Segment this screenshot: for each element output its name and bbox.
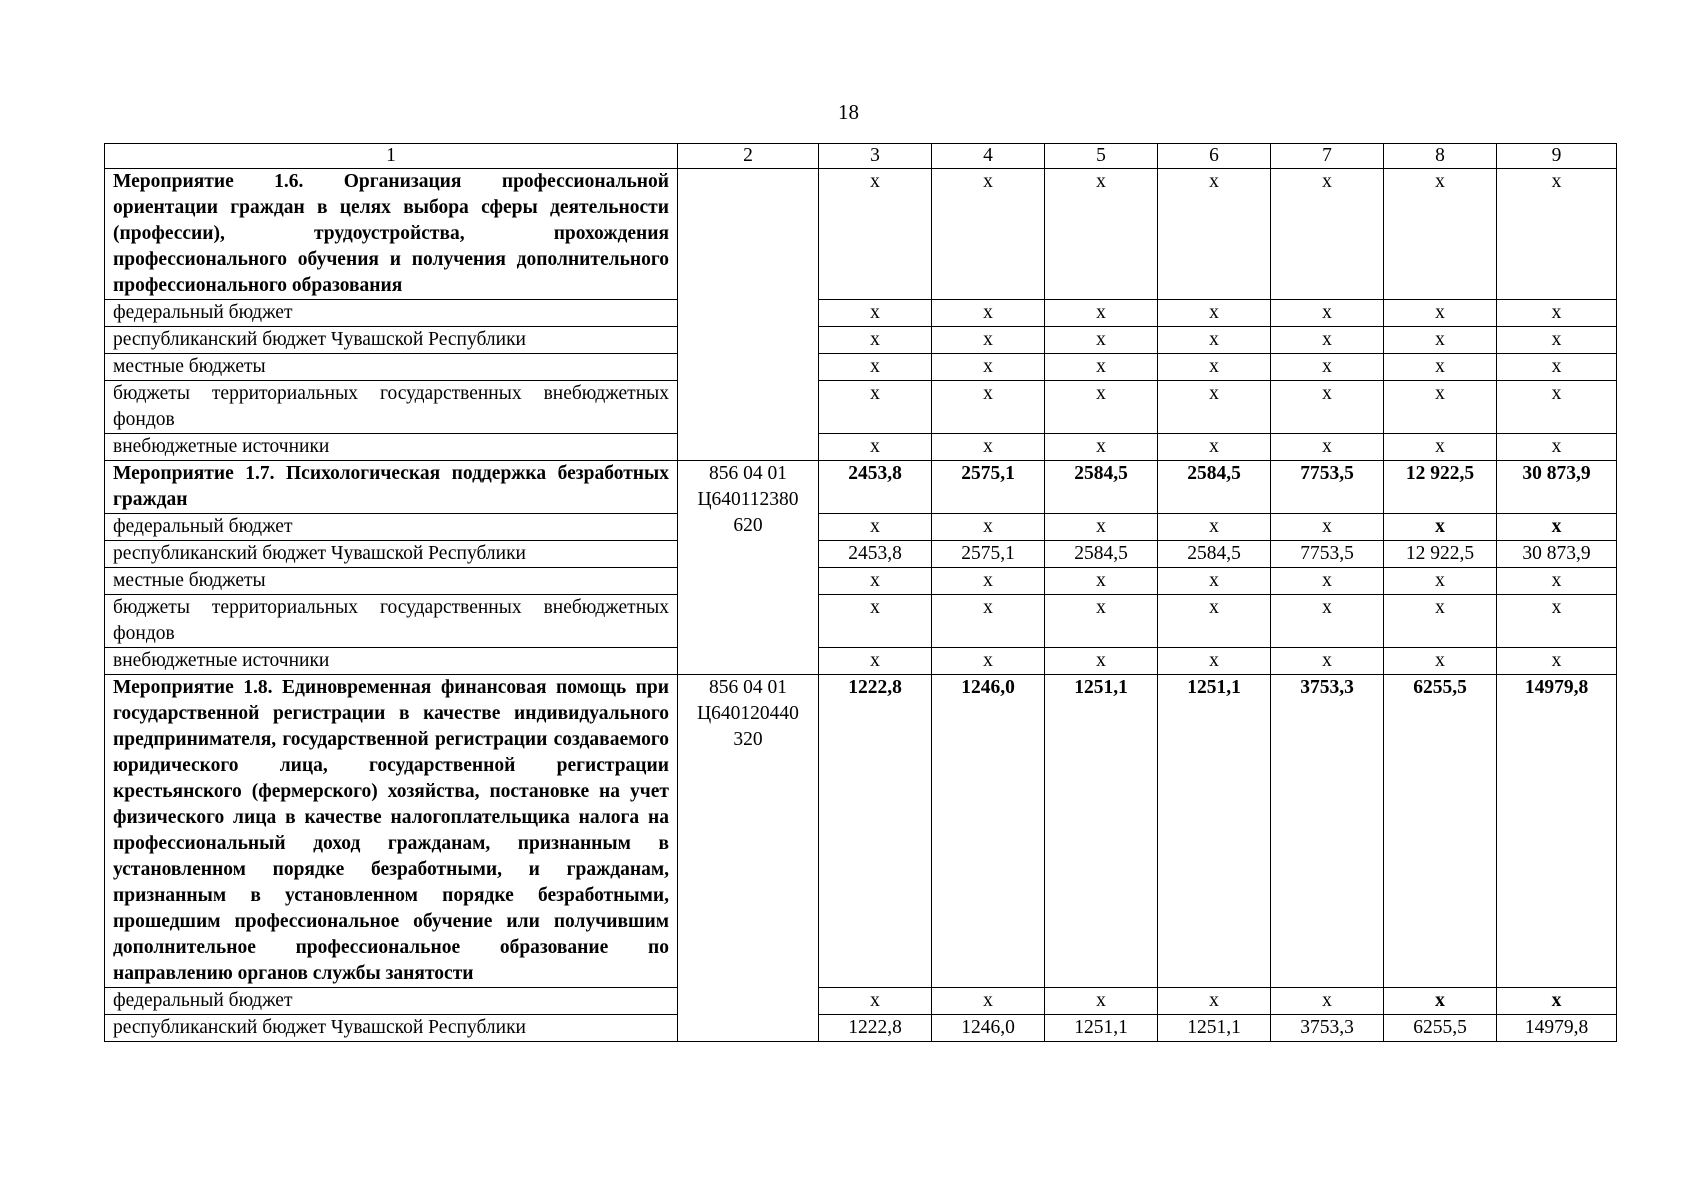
value-cell: х: [932, 648, 1045, 675]
value-cell: х: [1497, 327, 1617, 354]
value-cell: х: [1497, 434, 1617, 461]
value-cell: 2453,8: [819, 541, 932, 568]
source-row: [105, 327, 1617, 354]
value-cell: х: [1045, 595, 1158, 648]
value-cell: 6255,5: [1384, 1015, 1497, 1042]
value-cell: х: [1271, 169, 1384, 300]
column-number: 7: [1271, 144, 1384, 169]
measure-row: [105, 169, 1617, 300]
budget-code-line: Ц640120440: [697, 703, 799, 724]
value-cell: х: [1158, 595, 1271, 648]
value-cell: х: [1497, 595, 1617, 648]
value-cell: 2584,5: [1158, 541, 1271, 568]
value-cell: х: [1384, 514, 1497, 541]
value-cell: х: [1271, 595, 1384, 648]
source-row: [105, 541, 1617, 568]
value-cell: 14979,8: [1497, 675, 1617, 988]
value-cell: 1251,1: [1158, 1015, 1271, 1042]
value-cell: 2453,8: [819, 461, 932, 514]
column-number: 2: [678, 144, 819, 169]
value-cell: х: [1158, 988, 1271, 1015]
value-cell: х: [819, 381, 932, 434]
source-row: [105, 1015, 1617, 1042]
value-cell: 2575,1: [932, 541, 1045, 568]
value-cell: х: [1384, 648, 1497, 675]
source-row: [105, 381, 1617, 434]
value-cell: х: [932, 514, 1045, 541]
source-label: внебюджетные источники: [105, 434, 678, 461]
source-label: внебюджетные источники: [105, 648, 678, 675]
source-label: бюджеты территориальных государственных внебюджетных фондов: [105, 381, 678, 434]
value-cell: х: [932, 381, 1045, 434]
value-cell: 1251,1: [1045, 675, 1158, 988]
value-cell: 7753,5: [1271, 461, 1384, 514]
column-number: 9: [1497, 144, 1617, 169]
value-cell: х: [819, 568, 932, 595]
budget-code: [678, 169, 819, 461]
column-number: 1: [105, 144, 678, 169]
value-cell: х: [1497, 169, 1617, 300]
value-cell: 1246,0: [932, 1015, 1045, 1042]
value-cell: х: [1045, 988, 1158, 1015]
source-label: федеральный бюджет: [105, 514, 678, 541]
source-row: [105, 514, 1617, 541]
value-cell: х: [1497, 354, 1617, 381]
value-cell: х: [819, 327, 932, 354]
value-cell: х: [1158, 381, 1271, 434]
value-cell: х: [932, 568, 1045, 595]
budget-code: [678, 675, 819, 1042]
column-number: 8: [1384, 144, 1497, 169]
value-cell: х: [1158, 354, 1271, 381]
source-row: [105, 988, 1617, 1015]
column-number: 5: [1045, 144, 1158, 169]
value-cell: х: [932, 169, 1045, 300]
budget-code-line: 620: [733, 515, 763, 536]
column-number: 6: [1158, 144, 1271, 169]
value-cell: х: [1045, 434, 1158, 461]
value-cell: х: [932, 988, 1045, 1015]
value-cell: х: [1158, 568, 1271, 595]
source-row: [105, 568, 1617, 595]
value-cell: х: [1384, 169, 1497, 300]
source-label: республиканский бюджет Чувашской Республики: [105, 541, 678, 568]
value-cell: х: [819, 595, 932, 648]
value-cell: х: [1271, 568, 1384, 595]
measure-title: Мероприятие 1.7. Психологическая поддержка безработных граждан: [105, 461, 678, 514]
value-cell: х: [1384, 595, 1497, 648]
value-cell: х: [1384, 434, 1497, 461]
budget-code-line: 856 04 01: [709, 677, 787, 698]
value-cell: 1222,8: [819, 1015, 932, 1042]
budget-code-line: Ц640112380: [697, 489, 799, 510]
value-cell: х: [1384, 568, 1497, 595]
source-label: местные бюджеты: [105, 354, 678, 381]
value-cell: х: [932, 434, 1045, 461]
measure-row: [105, 675, 1617, 988]
value-cell: х: [1497, 988, 1617, 1015]
value-cell: 2584,5: [1158, 461, 1271, 514]
value-cell: х: [819, 300, 932, 327]
value-cell: 6255,5: [1384, 675, 1497, 988]
value-cell: х: [1271, 648, 1384, 675]
value-cell: х: [819, 169, 932, 300]
source-row: [105, 434, 1617, 461]
value-cell: х: [1384, 327, 1497, 354]
source-label: федеральный бюджет: [105, 300, 678, 327]
value-cell: 14979,8: [1497, 1015, 1617, 1042]
budget-code-line: 320: [733, 729, 763, 750]
source-row: [105, 354, 1617, 381]
value-cell: 30 873,9: [1497, 461, 1617, 514]
budget-table: [104, 143, 1617, 1042]
value-cell: х: [932, 300, 1045, 327]
value-cell: 30 873,9: [1497, 541, 1617, 568]
value-cell: 1246,0: [932, 675, 1045, 988]
value-cell: х: [1045, 514, 1158, 541]
value-cell: х: [819, 988, 932, 1015]
value-cell: х: [1045, 381, 1158, 434]
value-cell: х: [1158, 514, 1271, 541]
value-cell: х: [1497, 568, 1617, 595]
value-cell: 3753,3: [1271, 675, 1384, 988]
value-cell: 2575,1: [932, 461, 1045, 514]
value-cell: 2584,5: [1045, 541, 1158, 568]
value-cell: х: [932, 595, 1045, 648]
measure-title: Мероприятие 1.6. Организация профессиональной ориентации граждан в целях выбора сферы деятельности (профессии), трудоустройства, прохождения профессионального обучения и получения дополнительного профессионального образования: [105, 169, 678, 300]
value-cell: х: [1158, 434, 1271, 461]
column-number: 4: [932, 144, 1045, 169]
source-label: местные бюджеты: [105, 568, 678, 595]
value-cell: х: [819, 514, 932, 541]
source-row: [105, 300, 1617, 327]
column-number: 3: [819, 144, 932, 169]
value-cell: х: [819, 434, 932, 461]
value-cell: 12 922,5: [1384, 461, 1497, 514]
source-label: республиканский бюджет Чувашской Республики: [105, 1015, 678, 1042]
value-cell: х: [1497, 300, 1617, 327]
value-cell: х: [1497, 514, 1617, 541]
value-cell: 2584,5: [1045, 461, 1158, 514]
value-cell: 1251,1: [1045, 1015, 1158, 1042]
budget-code: [678, 461, 819, 675]
measure-title: Мероприятие 1.8. Единовременная финансовая помощь при государственной регистрации в качестве индивидуального предпринимателя, государственной регистрации создаваемого юридического лица, государственной регистрации крестьянского (фермерского) хозяйства, постановке на учет физического лица в качестве налогоплательщика налога на профессиональный доход гражданам, признанным в установленном порядке безработными, и гражданам, признанным в установленном порядке безработными, прошедшим профессиональное обучение или получившим дополнительное профессиональное образование по направлению органов службы занятости: [105, 675, 678, 988]
value-cell: х: [932, 327, 1045, 354]
value-cell: х: [1384, 988, 1497, 1015]
value-cell: х: [1271, 381, 1384, 434]
value-cell: х: [1384, 354, 1497, 381]
value-cell: х: [1158, 327, 1271, 354]
column-number-row: [105, 144, 1617, 169]
value-cell: х: [1045, 300, 1158, 327]
value-cell: х: [1045, 169, 1158, 300]
value-cell: х: [819, 648, 932, 675]
source-label: бюджеты территориальных государственных внебюджетных фондов: [105, 595, 678, 648]
value-cell: 7753,5: [1271, 541, 1384, 568]
value-cell: х: [1384, 381, 1497, 434]
value-cell: х: [1271, 514, 1384, 541]
value-cell: х: [1045, 568, 1158, 595]
value-cell: х: [1271, 300, 1384, 327]
value-cell: х: [1271, 434, 1384, 461]
value-cell: х: [1158, 648, 1271, 675]
source-row: [105, 648, 1617, 675]
value-cell: х: [1271, 988, 1384, 1015]
source-label: федеральный бюджет: [105, 988, 678, 1015]
value-cell: х: [1271, 354, 1384, 381]
value-cell: х: [1045, 327, 1158, 354]
value-cell: 1222,8: [819, 675, 932, 988]
measure-row: [105, 461, 1617, 514]
value-cell: х: [1045, 648, 1158, 675]
value-cell: х: [1497, 648, 1617, 675]
page-number: 18: [838, 100, 859, 124]
value-cell: х: [932, 354, 1045, 381]
value-cell: х: [1158, 169, 1271, 300]
value-cell: х: [1384, 300, 1497, 327]
value-cell: 12 922,5: [1384, 541, 1497, 568]
budget-code-line: 856 04 01: [709, 463, 787, 484]
source-row: [105, 595, 1617, 648]
source-label: республиканский бюджет Чувашской Республики: [105, 327, 678, 354]
value-cell: х: [1158, 300, 1271, 327]
value-cell: х: [819, 354, 932, 381]
value-cell: х: [1045, 354, 1158, 381]
value-cell: 1251,1: [1158, 675, 1271, 988]
value-cell: х: [1497, 381, 1617, 434]
value-cell: х: [1271, 327, 1384, 354]
value-cell: 3753,3: [1271, 1015, 1384, 1042]
